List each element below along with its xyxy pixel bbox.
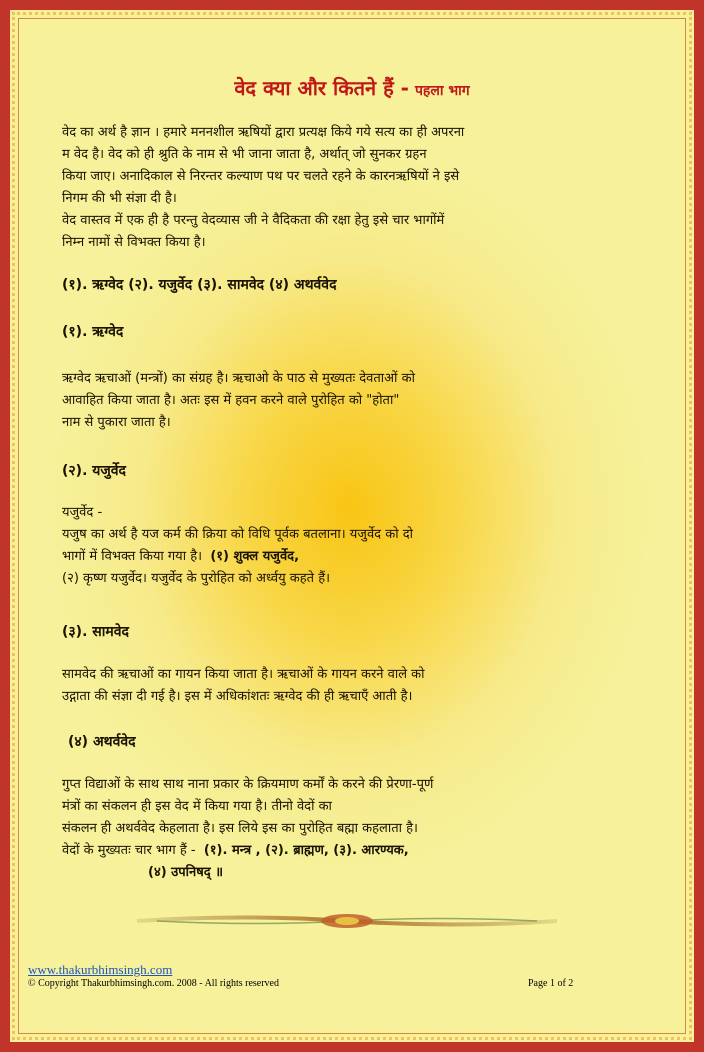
title-main: वेद क्या और कितने हैं - xyxy=(234,76,409,100)
page-number: Page 1 of 2 xyxy=(528,978,574,989)
title-subtitle: पहला भाग xyxy=(414,83,470,99)
copyright-text: © Copyright Thakurbhimsingh.com. 2008 - All rights reserved xyxy=(28,978,279,989)
page-title xyxy=(0,74,704,101)
samaveda-heading: (३). सामवेद xyxy=(62,624,129,640)
intro-line: वेद का अर्थ है ज्ञान । हमारे मननशील ऋषियों द्वारा प्रत्यक्ष किये गये सत्य का ही अपरना xyxy=(62,125,465,140)
atharvaveda-line xyxy=(62,840,622,862)
intro-line: म वेद है। वेद को ही श्रुति के नाम से भी जाना जाता है, अर्थात् जो सुनकर ग्रहन xyxy=(62,147,427,162)
intro-line: निम्न नामों से विभक्त किया है। xyxy=(62,235,206,250)
shukla-yajurveda-item: (१) शुक्ल यजुर्वेद, xyxy=(210,549,300,564)
samaveda-line: उद्गाता की संज्ञा दी गई है। इस में अधिकांशतः ऋग्वेद की ही ऋचाएँ आती है। xyxy=(62,689,413,704)
veda-parts-list-end: (४) उपनिषद् ॥ xyxy=(148,865,223,880)
rigveda-heading: (१). ऋग्वेद xyxy=(62,324,124,340)
atharvaveda-line: गुप्त विद्याओं के साथ साथ नाना प्रकार के क्रियमाण कर्मों के करने की प्रेरणा-पूर्ण xyxy=(62,777,434,792)
rigveda-line: आवाहित किया जाता है। अतः इस में हवन करने वाले पुरोहित को "होता" xyxy=(62,393,400,408)
rigveda-line: नाम से पुकारा जाता है। xyxy=(62,415,171,430)
website-link[interactable]: www.thakurbhimsingh.com xyxy=(28,962,173,977)
atharvaveda-paragraph xyxy=(62,774,622,884)
intro-paragraph xyxy=(62,122,622,254)
atharvaveda-line: संकलन ही अथर्ववेद केहलाता है। इस लिये इस का पुरोहित बह्मा कहलाता है। xyxy=(62,821,418,836)
veda-list-line: (१). ऋग्वेद (२). यजुर्वेद (३). सामवेद (४) अथर्ववेद xyxy=(62,277,337,293)
atharvaveda-heading: (४) अथर्ववेद xyxy=(68,734,136,750)
samaveda-line: सामवेद की ऋचाओं का गायन किया जाता है। ऋचाओं के गायन करने वाले को xyxy=(62,667,425,682)
rigveda-line: ऋग्वेद ऋचाओं (मन्त्रों) का संग्रह है। ऋचाओ के पाठ से मुख्यतः देवताओं को xyxy=(62,371,415,386)
yajurveda-line xyxy=(62,546,622,568)
intro-line: वेद वास्तव में एक ही है परन्तु वेदव्यास जी ने वैदिकता की रक्षा हेतु इसे चार भागोंमें xyxy=(62,213,445,228)
intro-line: निगम की भी संज्ञा दी है। xyxy=(62,191,177,206)
veda-parts-list: (१). मन्त्र , (२). ब्राह्मण, (३). आरण्यक, xyxy=(203,843,409,858)
yajurveda-line: यजुर्वेद - xyxy=(62,505,103,520)
yajurveda-paragraph xyxy=(62,502,622,590)
yajurveda-line: (२) कृष्ण यजुर्वेद। यजुर्वेद के पुरोहित को अर्ध्वयु कहते हैं। xyxy=(62,571,331,586)
yajurveda-line: यजुष का अर्थ है यज कर्म की क्रिया को विधि पूर्वक बतलाना। यजुर्वेद को दो xyxy=(62,527,413,542)
atharvaveda-line: मंत्रों का संकलन ही इस वेद में किया गया है। तीनो वेदों का xyxy=(62,799,332,814)
intro-line: किया जाए। अनादिकाल से निरन्तर कल्याण पथ पर चलते रहने के कारनऋषियों ने इसे xyxy=(62,169,460,184)
ornamental-divider xyxy=(137,908,557,934)
yajurveda-line-text: भागों में विभक्त किया गया है। xyxy=(62,549,203,564)
rigveda-paragraph xyxy=(62,368,622,434)
samaveda-paragraph xyxy=(62,664,622,708)
yajurveda-heading: (२). यजुर्वेद xyxy=(62,463,126,479)
veda-parts-intro: वेदों के मुख्यतः चार भाग हैं - xyxy=(62,843,196,858)
